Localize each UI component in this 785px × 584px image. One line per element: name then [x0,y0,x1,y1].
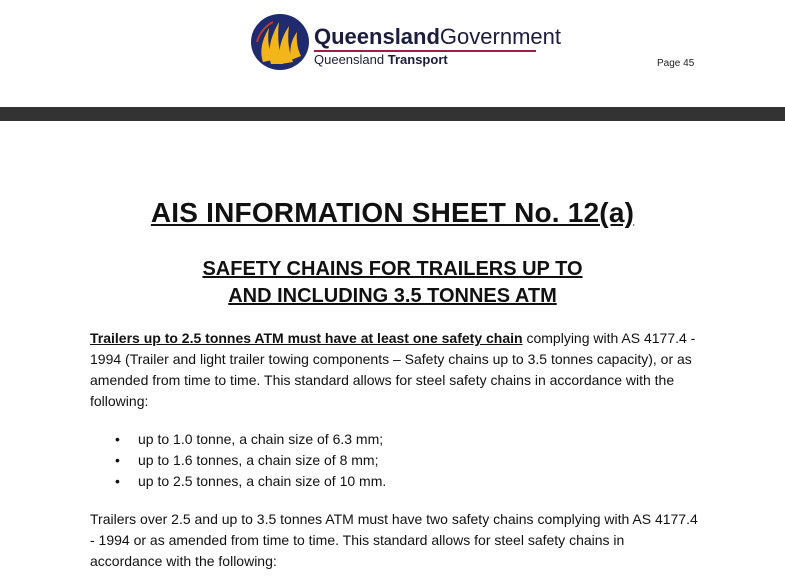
bullet-icon: • [115,473,120,489]
paragraph-lead: Trailers up to 2.5 tonnes ATM must have at least one safety chain [90,330,523,346]
organisation-name: QueenslandGovernment [314,24,561,49]
list-item: • up to 1.6 tonnes, a chain size of 8 mm; [90,450,386,471]
document-title: AIS INFORMATION SHEET No. 12(a) [150,197,635,228]
chain-size-list [90,429,386,492]
paragraph-trailers-up-to-2-5 [90,328,700,412]
list-item: • up to 2.5 tonnes, a chain size of 10 mm. [90,471,386,492]
bullet-icon: • [115,452,120,468]
list-item: • up to 1.0 tonne, a chain size of 6.3 mm; [90,429,386,450]
page-number: Page 45 [657,58,695,69]
page-header [0,0,785,110]
header-bar [0,107,785,121]
queensland-government-logo [249,12,311,72]
paragraph-body: complying with AS 4177.4 - 1994 (Trailer and light trailer towing components – Safety chains up to 3.5 tonnes capacity), or as amended from time to time. This standard allows for steel safety chains in accordance with the following: [90,330,696,409]
document-subtitle [0,256,785,310]
bullet-icon: • [115,431,120,447]
paragraph-trailers-over-2-5: Trailers over 2.5 and up to 3.5 tonnes ATM must have two safety chains complying with AS 4177.4 - 1994 or as amended from time to time. This standard allows for steel safety chains in accordance with the following: [90,511,698,569]
department-name: Queensland Transport [314,52,448,67]
subtitle-line-2: AND INCLUDING 3.5 TONNES ATM [228,285,557,307]
subtitle-line-1: SAFETY CHAINS FOR TRAILERS UP TO [202,258,583,280]
